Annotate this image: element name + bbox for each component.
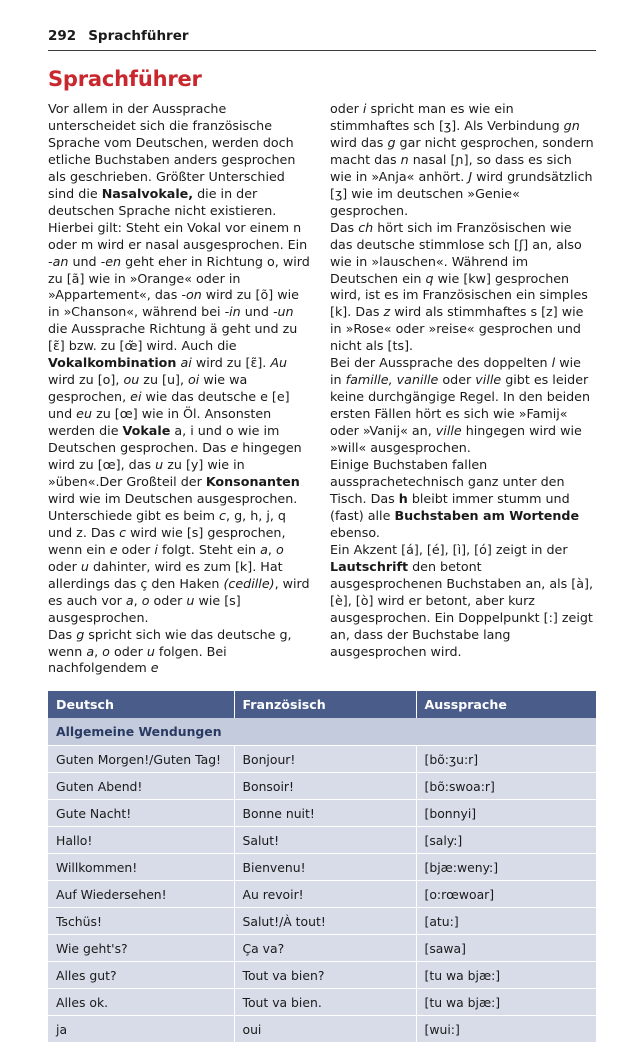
body-column-left: Vor allem in der Aussprache unterscheidet sich die französische Sprache vom Deutschen, werden doch etliche Buchstaben anders gesprochen als geschrieben. Größter Unterschied sind die Nasalvokale, die in der deutschen Sprache nicht existieren. Hierbei gilt: Steht ein Vokal vor einem n oder m wird er nasal ausgesprochen. Ein -an und -en geht eher in Richtung o, wird zu [ã] wie in »Orange« oder in »Appartement«, das -on wird zu [õ] wie in »Chanson«, während bei -in und -un die Aussprache Richtung ä geht und zu [ɛ̃] bzw. zu [œ̃] wird. Auch die Vokalkombination ai wird zu [ɛ̃]. Au wird zu [o], ou zu [u], oi wie wa gesprochen, ei wie das deutsche e [e] und eu zu [œ] wie in Öl. Ansonsten werden die Vokale a, i und o wie im Deutschen gesprochen. Das e hingegen wird zu [œ], das u zu [y] wie in »üben«.Der Großteil der Konsonanten wird wie im Deutschen ausgesprochen. Unterschiede gibt es beim c, g, h, j, q und z. Das c wird wie [s] gesprochen, wenn ein e oder i folgt. Steht ein a, o oder u dahinter, wird es zum [k]. Hat allerdings das ç den Haken (cedille), wird es auch vor a, o oder u wie [s] ausgesprochen. Das g spricht sich wie das deutsche g, wenn a, o oder u folgen. Bei nachfolgendem e [48, 101, 310, 676]
running-head [48, 28, 596, 51]
body-column-right: oder i spricht man es wie ein stimmhaftes sch [ʒ]. Als Verbindung gn wird das g gar nicht gesprochen, sondern macht das n nasal [ɲ], so dass es sich wie in »Anja« anhört. J wird grundsätzlich [ʒ] wie im deutschen »Genie« gesprochen. Das ch hört sich im Französischen wie das deutsche stimmlose sch [ʃ] an, also wie in »lauschen«. Während im Deutschen ein q wie [kw] gesprochen wird, ist es im Französischen ein simples [k]. Das z wird als stimmhaftes s [z] wie in »Rose« oder »reise« gesprochen und nicht als [ts]. Bei der Aussprache des doppelten l wie in famille, vanille oder ville gibt es leider keine durchgängige Regel. In den beiden ersten Fällen hört es sich wie »Famij« oder »Vanij« an, ville hingegen wird wie »will« ausgesprochen. Einige Buchstaben fallen aussprachetechnisch ganz unter den Tisch. Das h bleibt immer stumm und (fast) alle Buchstaben am Wortende ebenso. Ein Akzent [á], [é], [ì], [ó] zeigt in der Lautschrift den betont ausgesprochenen Buchstaben an, als [à], [è], [ò] wird er betont, aber kurz ausgesprochen. Ein Doppelpunkt [:] zeigt an, dass der Buchstabe lang ausgesprochen wird. [330, 101, 594, 659]
table-body [48, 718, 596, 1043]
cell-deutsch: Tschüs! [48, 908, 234, 935]
table-row [48, 854, 596, 881]
cell-aussprache: [bonnyi] [416, 800, 596, 827]
page-title: Sprachführer [48, 67, 202, 91]
cell-deutsch: Auf Wiedersehen! [48, 881, 234, 908]
cell-franzoesisch: Tout va bien. [234, 989, 416, 1016]
cell-franzoesisch: Bonjour! [234, 746, 416, 773]
table-section-row [48, 718, 596, 746]
column-header-deutsch: Deutsch [48, 691, 234, 718]
cell-franzoesisch: Ça va? [234, 935, 416, 962]
cell-aussprache: [tu wa bjæ:] [416, 962, 596, 989]
page-number: 292 [48, 28, 77, 44]
running-head-title: Sprachführer [88, 28, 189, 44]
table-head [48, 691, 596, 718]
table-header-row [48, 691, 596, 718]
cell-franzoesisch: Bonne nuit! [234, 800, 416, 827]
phrase-table [48, 691, 596, 1043]
cell-deutsch: Gute Nacht! [48, 800, 234, 827]
cell-aussprache: [bõ:ʒu:r] [416, 746, 596, 773]
cell-franzoesisch: Au revoir! [234, 881, 416, 908]
cell-deutsch: Wie geht's? [48, 935, 234, 962]
table-row [48, 908, 596, 935]
table-row [48, 773, 596, 800]
table-row [48, 989, 596, 1016]
cell-franzoesisch: Salut!/À tout! [234, 908, 416, 935]
cell-aussprache: [wui:] [416, 1016, 596, 1043]
column-header-franzoesisch: Französisch [234, 691, 416, 718]
cell-franzoesisch: Bienvenu! [234, 854, 416, 881]
table-row [48, 962, 596, 989]
table-section-label: Allgemeine Wendungen [48, 718, 596, 746]
cell-franzoesisch: Salut! [234, 827, 416, 854]
cell-aussprache: [sawa] [416, 935, 596, 962]
cell-deutsch: Hallo! [48, 827, 234, 854]
cell-aussprache: [atu:] [416, 908, 596, 935]
cell-aussprache: [bjæ:weny:] [416, 854, 596, 881]
table-row [48, 935, 596, 962]
body-columns [48, 101, 596, 677]
cell-franzoesisch: Tout va bien? [234, 962, 416, 989]
cell-deutsch: Willkommen! [48, 854, 234, 881]
table-row [48, 827, 596, 854]
cell-deutsch: Alles gut? [48, 962, 234, 989]
cell-deutsch: Alles ok. [48, 989, 234, 1016]
table-row [48, 800, 596, 827]
cell-deutsch: Guten Abend! [48, 773, 234, 800]
cell-deutsch: ja [48, 1016, 234, 1043]
cell-franzoesisch: oui [234, 1016, 416, 1043]
cell-aussprache: [o:rœwoar] [416, 881, 596, 908]
column-header-aussprache: Aussprache [416, 691, 596, 718]
cell-aussprache: [bõ:swoa:r] [416, 773, 596, 800]
cell-franzoesisch: Bonsoir! [234, 773, 416, 800]
cell-deutsch: Guten Morgen!/Guten Tag! [48, 746, 234, 773]
table-row [48, 746, 596, 773]
table-row [48, 881, 596, 908]
cell-aussprache: [saly:] [416, 827, 596, 854]
cell-aussprache: [tu wa bjæ:] [416, 989, 596, 1016]
